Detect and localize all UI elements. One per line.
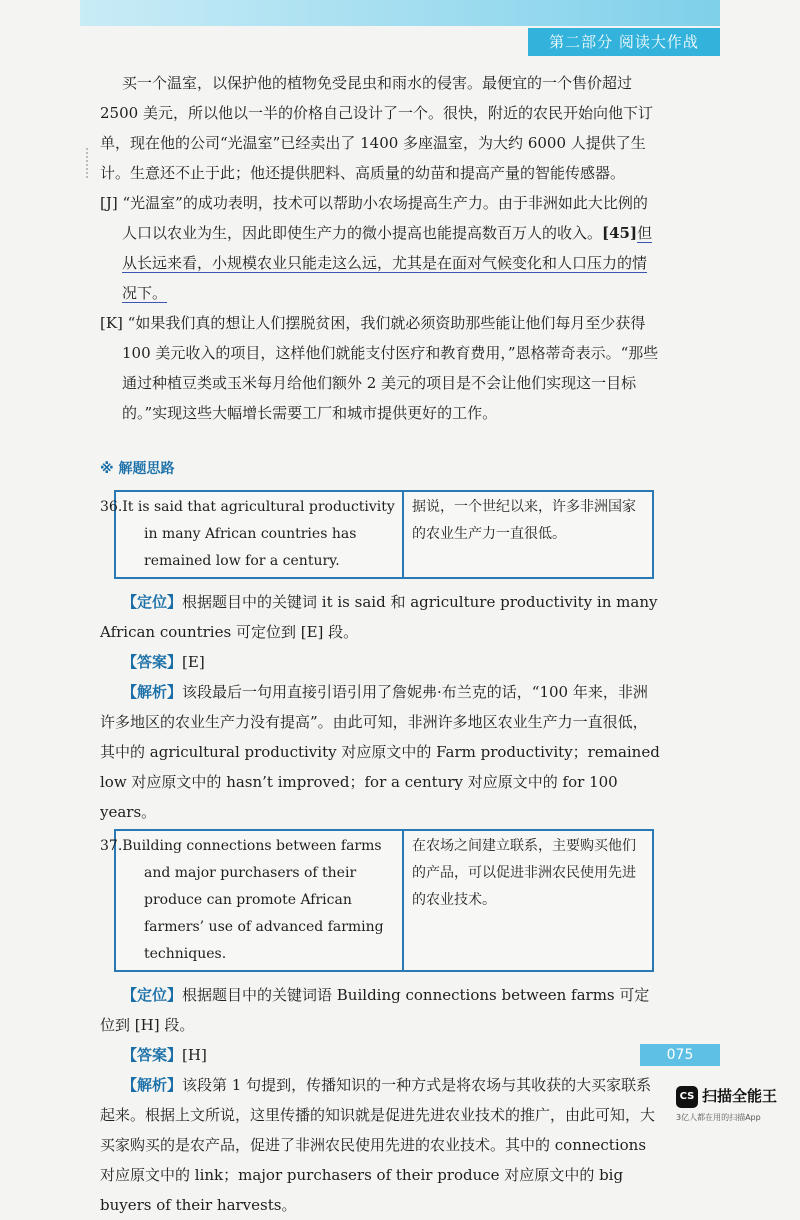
locate-text: 根据题目中的关键词 it is said 和 agriculture productivity in many African countries 可定位到 [E] 段。 [100,593,657,641]
passage-paragraph-k: [K] “如果我们真的想让人们摆脱贫困，我们就必须资助那些能让他们每月至少获得 100 美元收入的项目，这样他们就能支付医疗和教育费用，”恩格蒂奇表示。“那些通过种植豆类或玉米每月给他们额外 2 美元的项目是不会让他们实现这一目标的。”实现这些大幅增长需要工厂和城市提供更好的工作。 [100,308,660,428]
scanner-logo-icon: CS [676,1086,698,1108]
analysis-tag: 【解析】 [122,1076,182,1094]
answer-tag: 【答案】 [122,1046,182,1064]
analysis-line [100,677,660,827]
locate-tag: 【定位】 [122,593,182,611]
paragraph-j-text: [J] “光温室”的成功表明，技术可以帮助小农场提高生产力。由于非洲如此大比例的人口以农业为生，因此即使生产力的微小提高也能提高数百万人的收入。 [100,194,648,242]
margin-dots [86,148,92,178]
locate-tag: 【定位】 [122,986,182,1004]
answer-tag: 【答案】 [122,653,182,671]
scanner-tagline: 3亿人都在用的扫描App [676,1112,761,1123]
question-zh: 在农场之间建立联系，主要购买他们的产品，可以促进非洲农民使用先进的农业技术。 [404,831,652,970]
answer-text: [E] [182,653,205,671]
question-en-text: It is said that agricultural productivity in many African countries has remained low for a century. [122,499,395,569]
page-content [100,68,660,1220]
passage-paragraph-cont: 买一个温室，以保护他的植物免受昆虫和雨水的侵害。最便宜的一个售价超过 2500 美元，所以他以一半的价格自己设计了一个。很快，附近的农民开始向他下订单，现在他的公司“光温室”已经卖出了 1400 多座温室，为大约 6000 人提供了生计。生意还不止于此；他还提供肥料、高质量的幼苗和提高产量的智能传感器。 [100,68,660,188]
page-number: 075 [640,1044,720,1066]
question-en [116,492,404,577]
locate-line [100,980,660,1040]
analysis-36 [100,587,660,827]
top-color-band [80,0,720,26]
locate-text: 根据题目中的关键词语 Building connections between farms 可定位到 [H] 段。 [100,986,649,1034]
question-zh: 据说，一个世纪以来，许多非洲国家的农业生产力一直很低。 [404,492,652,577]
analysis-37 [100,980,660,1220]
underlined-sentence: 但从长远来看，小规模农业只能走这么远，尤其是在面对气候变化和人口压力的情况下。 [122,224,652,303]
question-marker-45: [45] [602,224,637,242]
answer-text: [H] [182,1046,207,1064]
analysis-tag: 【解析】 [122,683,182,701]
analysis-line [100,1070,660,1220]
tips-title: ※ 解题思路 [100,454,660,484]
question-box-37 [114,829,654,972]
section-header-tab: 第二部分 阅读大作战 [528,28,720,56]
answer-line [100,647,660,677]
question-en [116,831,404,970]
question-en-text: Building connections between farms and major purchasers of their produce can promote African farmers’ use of advanced farming techniques. [122,838,383,962]
passage-paragraph-j [100,188,660,308]
scanner-name: 扫描全能王 [702,1085,777,1106]
analysis-text: 该段最后一句用直接引语引用了詹妮弗·布兰克的话，“100 年来，非洲许多地区的农业生产力没有提高”。由此可知，非洲许多地区农业生产力一直很低，其中的 agricultural productivity 对应原文中的 Farm productivity；remained low 对应原文中的 hasn’t improved；for a century 对应原文中的 for 100 years。 [100,683,660,821]
question-box-36 [114,490,654,579]
analysis-text: 该段第 1 句提到，传播知识的一种方式是将农场与其收获的大买家联系起来。根据上文所说，这里传播的知识就是促进先进农业技术的推广，由此可知，大买家购买的是农产品，促进了非洲农民使用先进的农业技术。其中的 connections 对应原文中的 link；major purchasers of their produce 对应原文中的 big buyers of their harvests。 [100,1076,655,1214]
answer-line [100,1040,660,1070]
locate-line [100,587,660,647]
